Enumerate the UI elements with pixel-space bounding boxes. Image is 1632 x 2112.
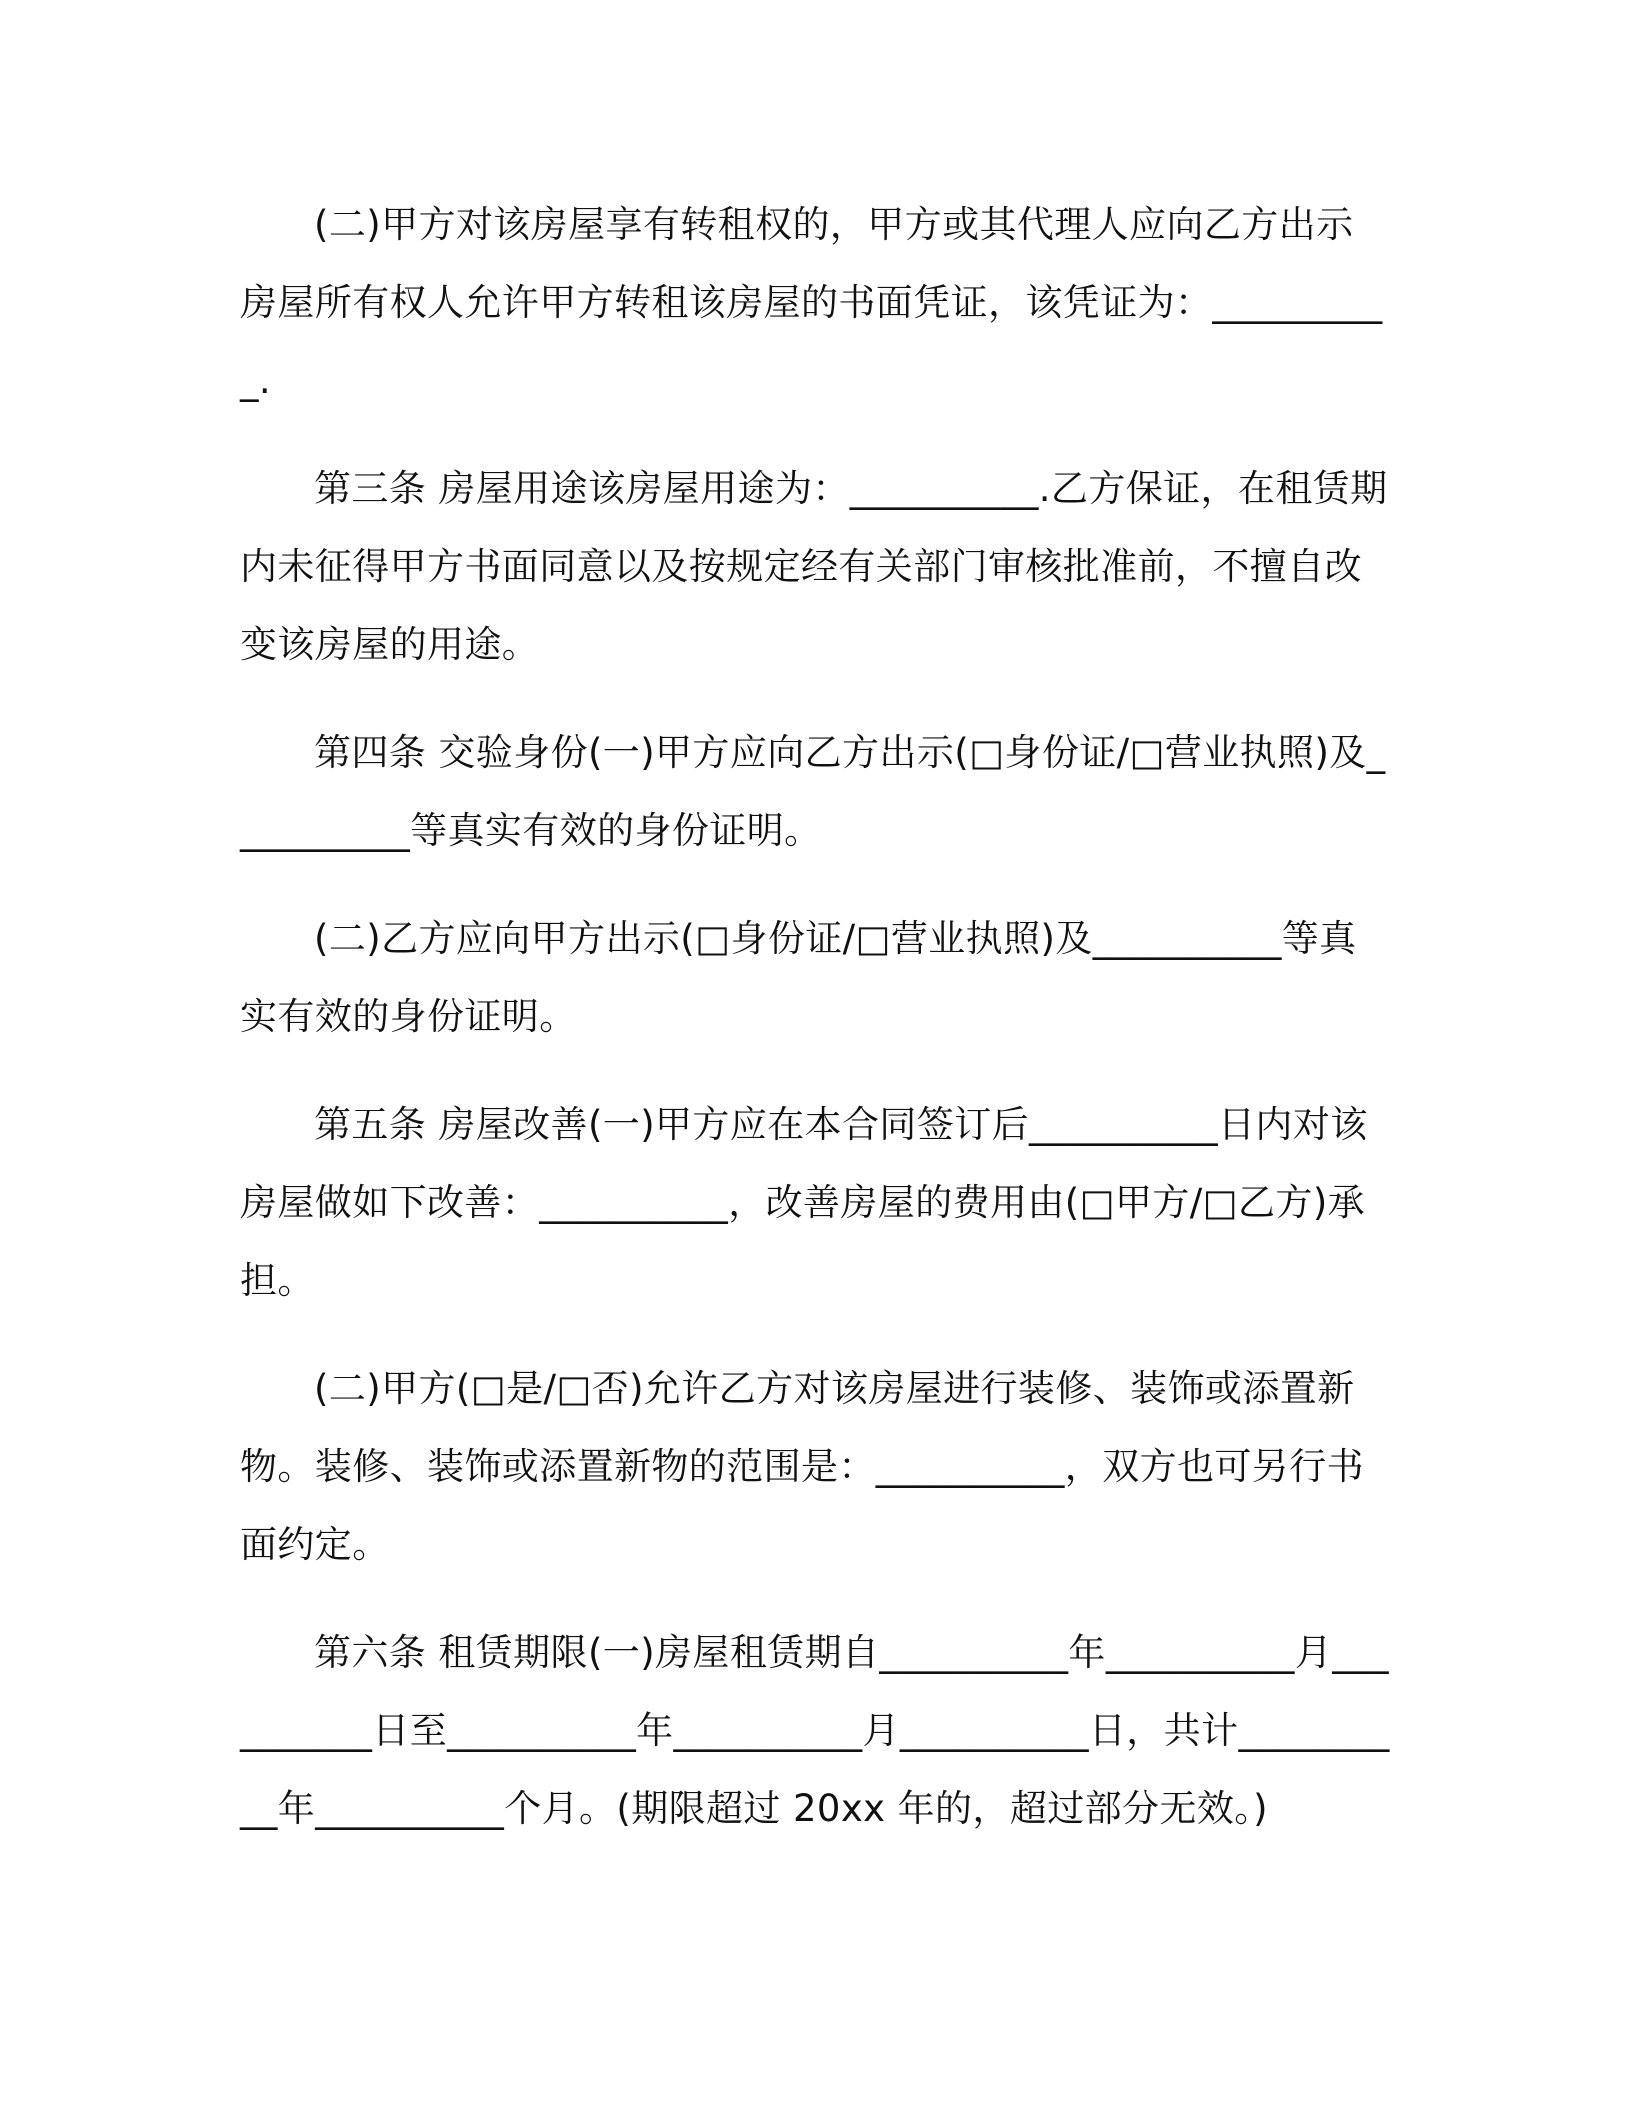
paragraph-sublet-proof: (二)甲方对该房屋享有转租权的，甲方或其代理人应向乙方出示房屋所有权人允许甲方转租该房屋的书面凭证，该凭证为：__________. bbox=[240, 203, 1383, 402]
paragraph-article-5-improvement-2: (二)甲方(□是/□否)允许乙方对该房屋进行装修、装饰或添置新物。装修、装饰或添置新物的范围是：__________，双方也可另行书面约定。 bbox=[240, 1367, 1364, 1566]
paragraph-article-6-lease-term: 第六条 租赁期限(一)房屋租赁期自__________年__________月__________日至__________年__________月__________日，共计__________年__________个月。(期限超过 20xx 年的，超过部分无效。) bbox=[240, 1631, 1390, 1830]
paragraph-article-4-identity-2: (二)乙方应向甲方出示(□身份证/□营业执照)及__________等真实有效的身份证明。 bbox=[240, 917, 1357, 1038]
paragraph-article-5-improvement-1: 第五条 房屋改善(一)甲方应在本合同签订后__________日内对该房屋做如下改善：__________，改善房屋的费用由(□甲方/□乙方)承担。 bbox=[240, 1103, 1368, 1302]
paragraph-article-3-house-use: 第三条 房屋用途该房屋用途为：__________.乙方保证，在租赁期内未征得甲方书面同意以及按规定经有关部门审核批准前，不擅自改变该房屋的用途。 bbox=[240, 467, 1388, 666]
paragraph-article-4-identity-1: 第四条 交验身份(一)甲方应向乙方出示(□身份证/□营业执照)及__________等真实有效的身份证明。 bbox=[240, 731, 1386, 852]
document-body bbox=[240, 186, 1390, 1878]
